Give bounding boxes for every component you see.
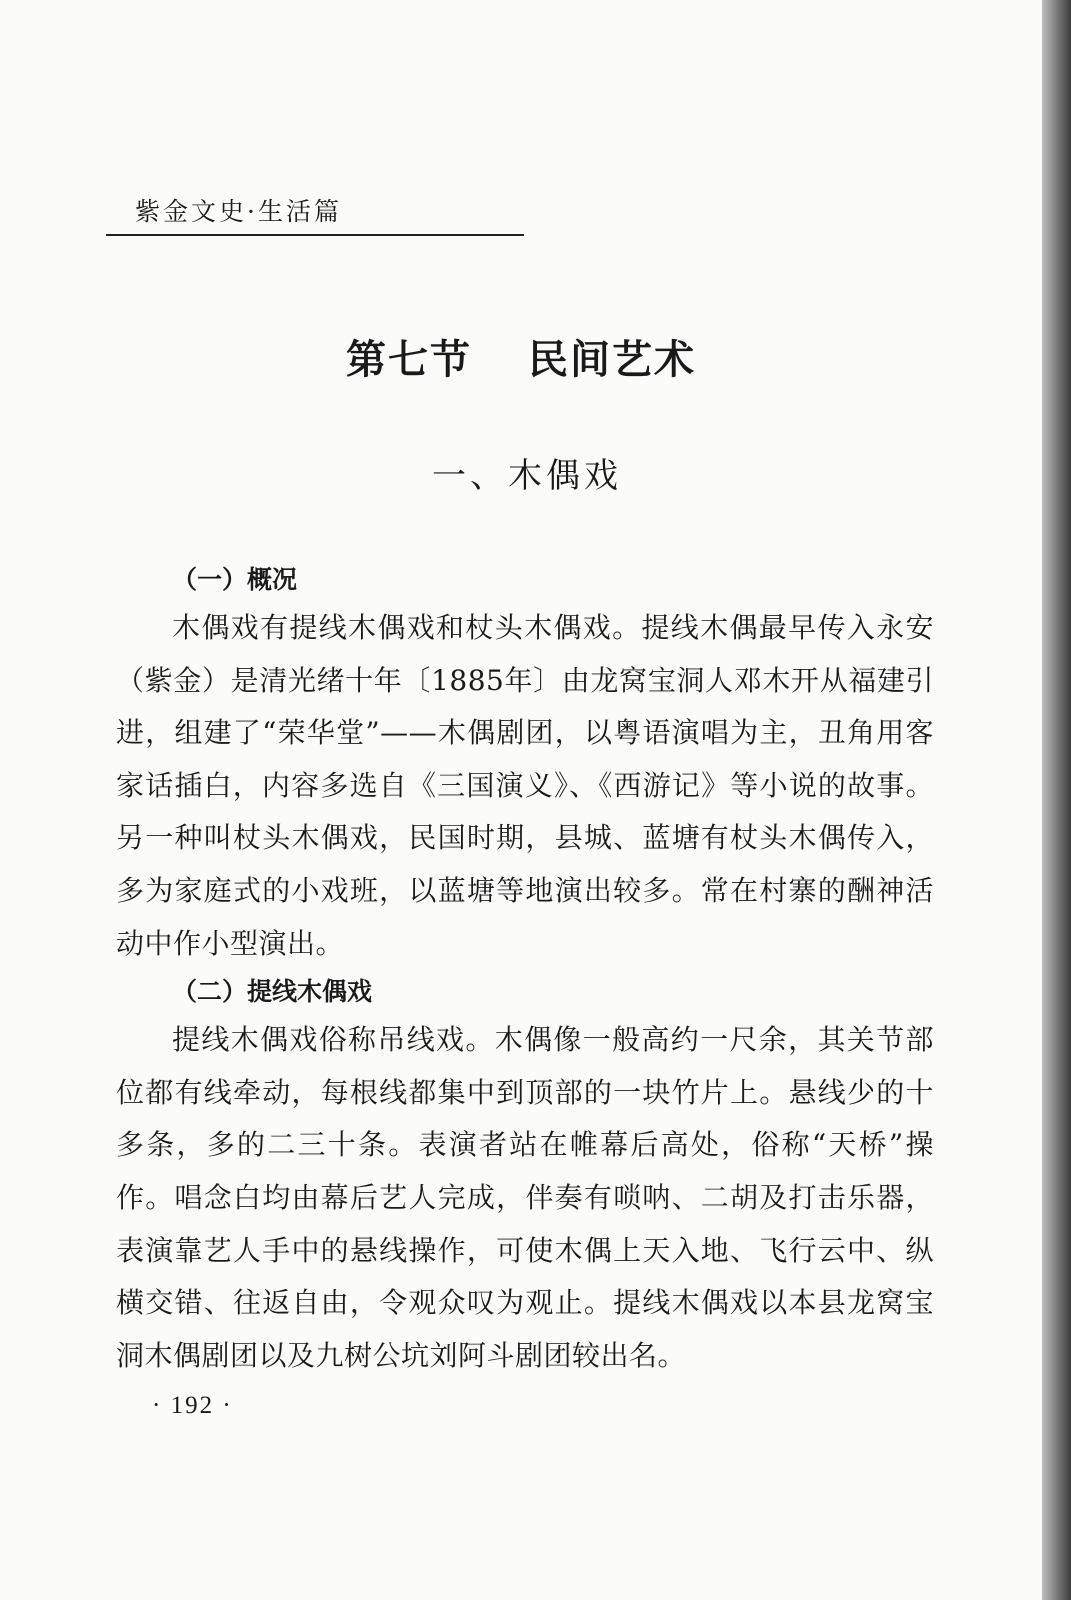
part-heading-marionette: （二）提线木偶戏 <box>172 977 373 1007</box>
subsection-title: 一、木偶戏 <box>432 456 622 496</box>
page-number: · 192 · <box>152 1392 233 1419</box>
section-number: 第七节 <box>346 336 472 383</box>
paragraph-marionette: 提线木偶戏俗称吊线戏。木偶像一般高约一尺余，其关节部位都有线牵动，每根线都集中到顶部的一块竹片上。悬线少的十多条，多的二三十条。表演者站在帷幕后高处，俗称“天桥”操作。唱念白均由幕后艺人完成，伴奏有唢呐、二胡及打击乐器，表演靠艺人手中的悬线操作，可使木偶上天入地、飞行云中、纵横交错、往返自由，令观众叹为观止。提线木偶戏以本县龙窝宝洞木偶剧团以及九树公坑刘阿斗剧团较出名。 <box>116 1023 934 1372</box>
section-title <box>0 328 1042 385</box>
running-head: 紫金文史·生活篇 <box>135 197 342 226</box>
body-text <box>116 558 934 1382</box>
paragraph-overview: 木偶戏有提线木偶戏和杖头木偶戏。提线木偶最早传入永安（紫金）是清光绪十年〔1885年〕由龙窝宝洞人邓木开从福建引进，组建了“荣华堂”——木偶剧团，以粤语演唱为主，丑角用客家话插白，内容多选自《三国演义》、《西游记》等小说的故事。另一种叫杖头木偶戏，民国时期，县城、蓝塘有杖头木偶传入，多为家庭式的小戏班，以蓝塘等地演出较多。常在村寨的酬神活动中作小型演出。 <box>116 611 934 960</box>
part-heading-overview: （一）概况 <box>172 565 298 594</box>
header-rule <box>106 234 524 236</box>
scan-edge-shadow <box>1042 0 1071 1600</box>
section-name: 民间艺术 <box>528 336 696 383</box>
